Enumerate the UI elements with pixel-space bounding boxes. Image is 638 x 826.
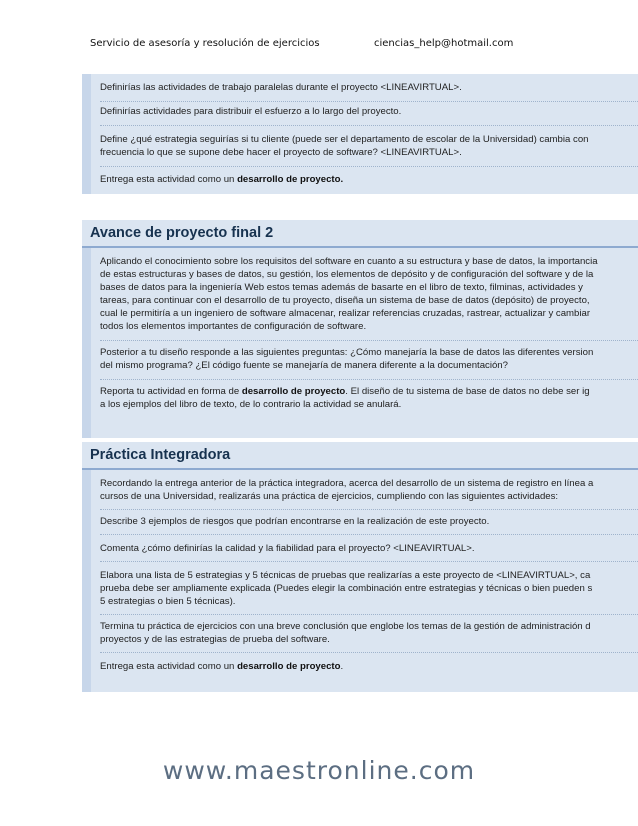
paragraph-line: Elabora una lista de 5 estrategias y 5 técnicas de pruebas que realizarías a este proyecto de <LINEAVIRTUAL>, ca [100, 570, 591, 581]
paragraph-line: Posterior a tu diseño responde a las siguientes preguntas: ¿Cómo manejaría la base de datos las diferentes version [100, 347, 594, 358]
paragraph: Definirías las actividades de trabajo paralelas durante el proyecto <LINEAVIRTUAL>. [100, 82, 462, 93]
paragraph-line: Define ¿qué estrategia seguirías si tu cliente (puede ser el departamento de escolar de la Universidad) cambia con [100, 134, 589, 145]
divider [100, 166, 638, 167]
paragraph-line: bases de datos para la ingeniería Web estos temas además de basarte en el libro de texto, filminas, actividades y [100, 282, 583, 293]
divider [100, 652, 638, 653]
section-title-practica [82, 442, 638, 470]
footer-website: www.maestronline.com [162, 756, 476, 785]
divider [100, 614, 638, 615]
paragraph-line: tareas, para continuar con el desarrollo de tu proyecto, diseña un sistema de base de datos (depósito) de proyecto, [100, 295, 590, 306]
practica-block [82, 470, 638, 692]
paragraph-line: Termina tu práctica de ejercicios con una breve conclusión que englobe los temas de la gestión de administración d [100, 621, 591, 632]
report-paragraph: Reporta tu actividad en forma de desarrollo de proyecto. El diseño de tu sistema de base de datos no debe ser ig [100, 386, 590, 397]
avance-block [82, 248, 638, 438]
paragraph: Comenta ¿cómo definirías la calidad y la fiabilidad para el proyecto? <LINEAVIRTUAL>. [100, 543, 475, 554]
paragraph-line: Recordando la entrega anterior de la práctica integradora, acerca del desarrollo de un sistema de registro en línea a [100, 478, 594, 489]
paragraph-line: Aplicando el conocimiento sobre los requisitos del software en cuanto a su estructura y base de datos, la importancia [100, 256, 598, 267]
paragraph-line: a los ejemplos del libro de texto, de lo contrario la actividad se anulará. [100, 399, 402, 410]
activities-block [82, 74, 638, 194]
paragraph: Describe 3 ejemplos de riesgos que podrían encontrarse en la realización de este proyecto. [100, 516, 490, 527]
paragraph-line: cursos de una Universidad, realizarás una práctica de ejercicios, cumpliendo con las siguientes actividades: [100, 491, 559, 502]
header-email: ciencias_help@hotmail.com [374, 38, 514, 49]
left-accent-bar [82, 74, 91, 194]
paragraph-line: frecuencia lo que se supone debe hacer el proyecto de software? <LINEAVIRTUAL>. [100, 147, 462, 158]
divider [100, 379, 638, 380]
section-title-avance [82, 220, 638, 248]
delivery-paragraph: Entrega esta actividad como un desarrollo de proyecto. [100, 174, 344, 185]
paragraph-line: cual le permitiría a un ingeniero de software almacenar, realizar referencias cruzadas, rastrear, actualizar y cambiar [100, 308, 591, 319]
header-service-text: Servicio de asesoría y resolución de ejercicios [90, 38, 320, 49]
paragraph-line: de estas estructuras y bases de datos, su gestión, los elementos de depósito y de configuración del software y de la [100, 269, 594, 280]
section-heading: Avance de proyecto final 2 [90, 225, 274, 241]
divider [100, 561, 638, 562]
divider [100, 509, 638, 510]
paragraph-line: prueba debe ser ampliamente explicada (Puedes elegir la combinación entre estrategias y técnicas o bien pueden s [100, 583, 593, 594]
paragraph: Definirías actividades para distribuir el esfuerzo a lo largo del proyecto. [100, 106, 402, 117]
delivery-paragraph: Entrega esta actividad como un desarrollo de proyecto. [100, 661, 344, 672]
paragraph-line: proyectos y de las estrategias de prueba del software. [100, 634, 330, 645]
section-heading: Práctica Integradora [90, 447, 231, 463]
left-accent-bar [82, 470, 91, 692]
divider [100, 125, 638, 126]
paragraph-line: 5 estrategias o bien 5 técnicas). [100, 596, 236, 607]
divider [100, 101, 638, 102]
paragraph-line: del mismo programa? ¿El código fuente se manejaría de manera diferente a la documentación? [100, 360, 508, 371]
paragraph-line: todos los elementos importantes de configuración de software. [100, 321, 367, 332]
page-header [90, 38, 638, 54]
divider [100, 534, 638, 535]
divider [100, 340, 638, 341]
left-accent-bar [82, 248, 91, 438]
